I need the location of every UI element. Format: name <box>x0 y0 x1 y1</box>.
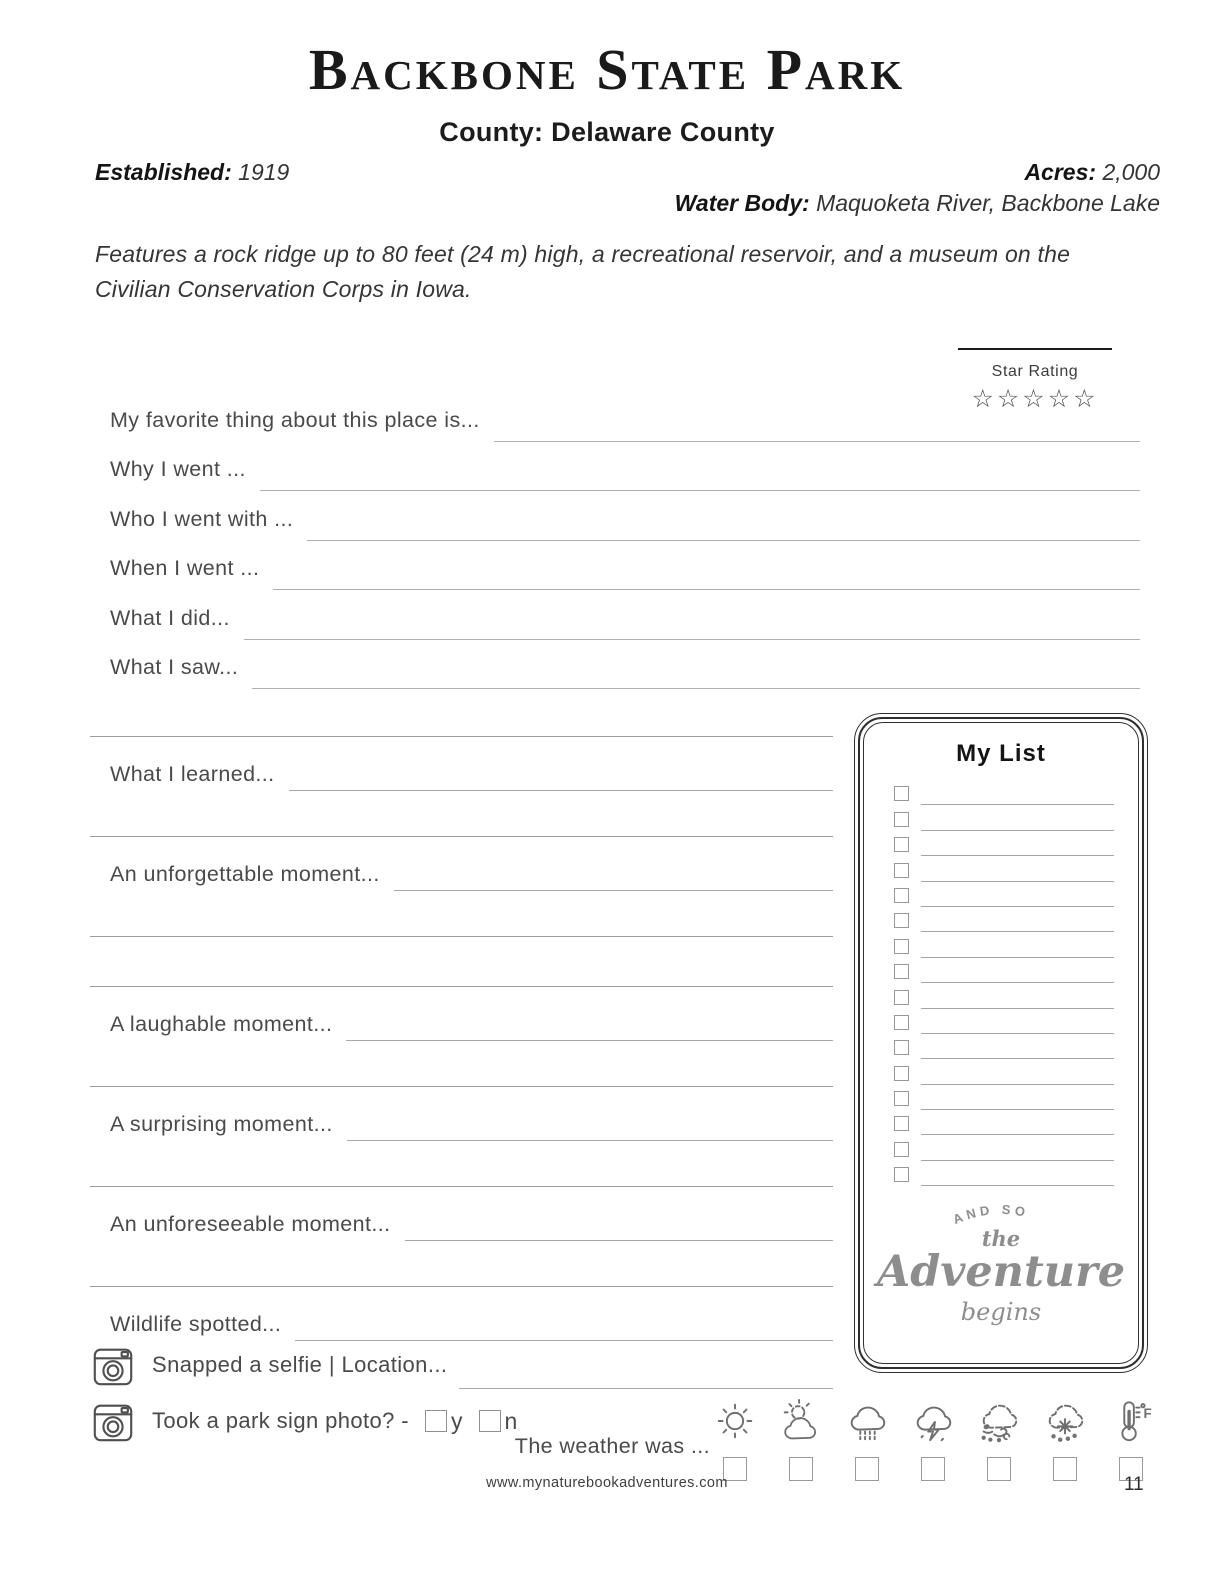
water-body-line <box>675 190 1160 217</box>
list-item-checkbox[interactable] <box>894 786 909 801</box>
prompt-label: A surprising moment... <box>110 1112 333 1136</box>
website-url: www.mynaturebookadventures.com <box>486 1475 728 1491</box>
journal-sections <box>90 736 833 1342</box>
write-line[interactable] <box>921 1058 1114 1059</box>
prompt-label: What I saw... <box>110 655 239 679</box>
adventure-logo-the: the <box>981 1226 1021 1252</box>
prompt-row <box>110 590 1140 640</box>
prompt-row <box>90 1287 833 1341</box>
write-line[interactable] <box>921 1033 1114 1034</box>
weather-option-snowy <box>1042 1398 1088 1481</box>
journal-section <box>90 986 833 1086</box>
list-item-checkbox[interactable] <box>894 863 909 878</box>
star-rating-caption: Star Rating <box>991 363 1079 380</box>
write-line[interactable] <box>346 1040 833 1041</box>
adventure-logo-begins: begins <box>960 1298 1042 1327</box>
write-line[interactable] <box>921 1134 1114 1135</box>
park-sign-yes-checkbox[interactable] <box>425 1410 447 1432</box>
selfie-write-line[interactable] <box>459 1388 833 1389</box>
page-number: 11 <box>1124 1474 1144 1495</box>
camera-icon <box>90 1342 136 1388</box>
county-label: County: <box>439 117 544 147</box>
my-list-rows <box>894 780 1114 1186</box>
prompt-row <box>110 491 1140 541</box>
write-line[interactable] <box>394 890 833 891</box>
water-body-value: Maquoketa River, Backbone Lake <box>816 190 1160 216</box>
acres-line <box>1024 159 1160 186</box>
write-line[interactable] <box>921 881 1114 882</box>
list-item <box>894 780 1114 805</box>
weather-option-sunny <box>712 1398 758 1481</box>
sun-cloud-icon <box>778 1398 824 1449</box>
list-item <box>894 805 1114 830</box>
prompt-row <box>110 442 1140 492</box>
prompt-label: An unforeseeable moment... <box>110 1212 391 1236</box>
prompt-row <box>110 640 1140 690</box>
sun-icon <box>712 1398 758 1449</box>
list-item-checkbox[interactable] <box>894 939 909 954</box>
prompt-label: What I learned... <box>110 762 275 786</box>
my-list-panel <box>854 713 1148 1373</box>
prompt-label: An unforgettable moment... <box>110 862 380 886</box>
prompt-label: A laughable moment... <box>110 1012 333 1036</box>
snow-cloud-icon <box>1042 1398 1088 1449</box>
list-item <box>894 907 1114 932</box>
list-item-checkbox[interactable] <box>894 1066 909 1081</box>
write-line[interactable] <box>921 1109 1114 1110</box>
list-item-checkbox[interactable] <box>894 812 909 827</box>
park-sign-label: Took a park sign photo? - <box>152 1408 410 1433</box>
weather-option-partly-cloudy <box>778 1398 824 1481</box>
star-icon[interactable]: ☆ <box>1047 384 1074 413</box>
svg-text:AND SO: AND SO <box>950 1202 1031 1228</box>
list-item <box>894 1059 1114 1084</box>
list-item-checkbox[interactable] <box>894 1116 909 1131</box>
weather-option-windy <box>976 1398 1022 1481</box>
write-line[interactable] <box>921 957 1114 958</box>
weather-option-temperature <box>1108 1398 1154 1481</box>
star-rating-write-line[interactable] <box>958 348 1112 350</box>
park-sign-yes-label: y <box>451 1407 463 1434</box>
thermometer-icon <box>1108 1398 1154 1449</box>
my-list-border-outer <box>854 713 1148 1373</box>
list-item <box>894 932 1114 957</box>
list-item <box>894 1009 1114 1034</box>
journal-section <box>90 736 833 836</box>
prompt-row <box>90 987 833 1041</box>
prompt-label: My favorite thing about this place is... <box>110 407 480 432</box>
write-line[interactable] <box>244 639 1140 640</box>
write-line[interactable] <box>273 589 1140 590</box>
list-item <box>894 958 1114 983</box>
list-item <box>894 983 1114 1008</box>
write-line[interactable] <box>921 1160 1114 1161</box>
write-line[interactable] <box>921 804 1114 805</box>
star-icon[interactable]: ☆ <box>1073 384 1099 413</box>
write-line[interactable] <box>405 1240 833 1241</box>
prompt-row <box>90 1087 833 1141</box>
page-title: Backbone State Park <box>308 37 906 102</box>
list-item-checkbox[interactable] <box>894 1015 909 1030</box>
prompt-label: When I went ... <box>110 556 260 580</box>
list-item <box>894 1085 1114 1110</box>
rain-cloud-icon <box>844 1398 890 1449</box>
write-line[interactable] <box>921 830 1114 831</box>
journal-section <box>90 1286 833 1342</box>
list-item <box>894 882 1114 907</box>
list-item <box>894 1135 1114 1160</box>
list-item <box>894 1110 1114 1135</box>
camera-icon <box>90 1398 136 1444</box>
list-item <box>894 1161 1114 1186</box>
prompt-row <box>90 737 833 791</box>
write-line[interactable] <box>494 441 1140 442</box>
list-item-checkbox[interactable] <box>894 913 909 928</box>
write-line[interactable] <box>347 1140 833 1141</box>
county-line <box>0 117 1214 148</box>
write-line[interactable] <box>921 1084 1114 1085</box>
journal-section <box>90 836 833 936</box>
write-line[interactable] <box>289 790 833 791</box>
acres-value: 2,000 <box>1102 159 1160 185</box>
prompt-row <box>110 541 1140 591</box>
wind-cloud-icon <box>976 1398 1022 1449</box>
prompt-label: Who I went with ... <box>110 506 294 531</box>
write-line[interactable] <box>921 906 1114 907</box>
established-line <box>95 159 289 186</box>
write-line[interactable] <box>921 931 1114 932</box>
star-icon[interactable]: ☆ <box>1022 384 1048 413</box>
adventure-logo-main: Adventure <box>876 1247 1126 1298</box>
write-line[interactable] <box>921 1008 1114 1009</box>
list-item-checkbox[interactable] <box>894 837 909 852</box>
journal-section <box>90 1086 833 1186</box>
park-sign-no-checkbox[interactable] <box>479 1410 501 1432</box>
write-line[interactable] <box>252 688 1140 689</box>
my-list-border-inner <box>863 722 1139 1364</box>
write-line[interactable] <box>260 490 1140 491</box>
svg-text:F: F <box>1143 1406 1152 1422</box>
park-sign-no-label: n <box>504 1407 518 1434</box>
water-body-label: Water Body: <box>674 190 810 216</box>
list-item-checkbox[interactable] <box>894 888 909 903</box>
prompt-label: Wildlife spotted... <box>110 1312 282 1336</box>
county-value: Delaware County <box>551 117 775 147</box>
prompt-row <box>90 837 833 891</box>
list-item <box>894 856 1114 881</box>
prompt-row <box>110 392 1140 442</box>
acres-label: Acres: <box>1024 159 1097 185</box>
prompt-label: What I did... <box>110 605 230 630</box>
list-item <box>894 831 1114 856</box>
list-item-checkbox[interactable] <box>894 964 909 979</box>
my-list-title: My List <box>956 740 1046 767</box>
write-line[interactable] <box>921 1185 1114 1186</box>
prompt-row <box>90 1187 833 1241</box>
selfie-label: Snapped a selfie | Location... <box>152 1352 448 1377</box>
list-item-checkbox[interactable] <box>894 990 909 1005</box>
weather-option-stormy <box>910 1398 956 1481</box>
list-item-checkbox[interactable] <box>894 1167 909 1182</box>
weather-label: The weather was ... <box>514 1434 710 1458</box>
my-list-border-middle <box>858 717 1144 1369</box>
list-item-checkbox[interactable] <box>894 1091 909 1106</box>
list-item-checkbox[interactable] <box>894 1040 909 1055</box>
adventure-logo <box>864 1198 1138 1327</box>
write-line[interactable] <box>307 540 1140 541</box>
star-icon[interactable]: ☆ <box>996 384 1023 413</box>
top-prompts <box>110 392 1140 689</box>
journal-section <box>90 1186 833 1286</box>
established-label: Established: <box>95 159 232 185</box>
weather-option-rainy <box>844 1398 890 1481</box>
park-description: Features a rock ridge up to 80 feet (24 m) high, a recreational reservoir, and a museum on the Civilian Conservation Corps in Iowa. <box>95 241 1071 302</box>
list-item-checkbox[interactable] <box>894 1142 909 1157</box>
weather-options <box>712 1398 1154 1481</box>
prompt-label: Why I went ... <box>110 457 246 481</box>
established-value: 1919 <box>238 159 290 185</box>
write-line[interactable] <box>921 982 1114 983</box>
blank-ruled-row[interactable] <box>90 936 833 986</box>
list-item <box>894 1034 1114 1059</box>
star-icon[interactable]: ☆ <box>971 384 997 413</box>
storm-cloud-icon <box>910 1398 956 1449</box>
write-line[interactable] <box>921 855 1114 856</box>
selfie-row <box>90 1338 833 1392</box>
